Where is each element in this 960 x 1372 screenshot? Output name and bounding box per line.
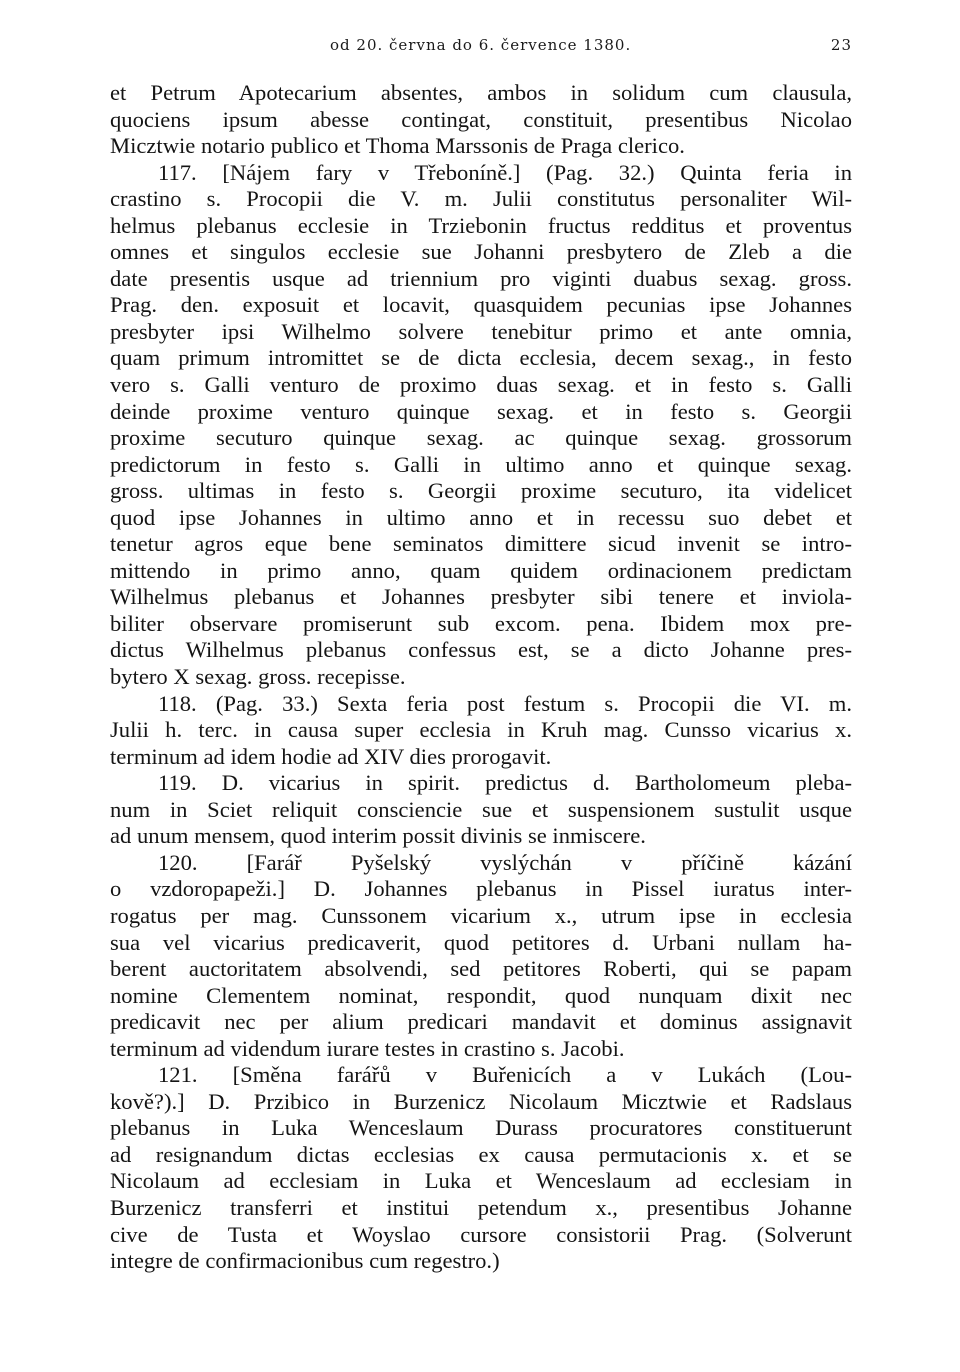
text-line: Burzenicz transferri et institui petendum x., presentibus Johanne (110, 1194, 852, 1220)
text-line: 117. [Nájem fary v Třeboníně.] (Pag. 32.) Quinta feria in (158, 159, 852, 185)
text-line: terminum ad idem hodie ad XIV dies prorogavit. (110, 743, 552, 769)
text-line: cive de Tusta et Woyslao cursore consistorii Prag. (Solverunt (110, 1221, 852, 1247)
text-line: sua vel vicarius predicaverit, quod petitores d. Urbani nullam ha- (110, 929, 852, 955)
text-line: terminum ad videndum iurare testes in crastino s. Jacobi. (110, 1035, 625, 1061)
text-line: dictus Wilhelmus plebanus confessus est, se a dicto Johanne pres- (110, 637, 852, 663)
text-line: num in Sciet reliquit consciencie sue et suspensionem sustulit usque (110, 796, 852, 822)
text-line: ad resignandum dictas ecclesias ex causa permutacionis x. et se (110, 1141, 852, 1167)
text-line: quam primum intromittet se de dicta ecclesia, decem sexag., in festo (110, 345, 852, 371)
text-line: crastino s. Procopii die V. m. Julii constitutus personaliter Wil- (110, 186, 852, 212)
running-head (110, 36, 852, 66)
body-text (110, 80, 852, 1275)
text-line: rogatus per mag. Cunssonem vicarium x., utrum ipse in ecclesia (110, 902, 852, 928)
text-line: presbyter ipsi Wilhelmo solvere tenebitur primo et ante omnia, (110, 318, 852, 344)
text-line: Wilhelmus plebanus et Johannes presbyter sibi tenere et inviola- (110, 584, 852, 610)
text-line: integre de confirmacionibus cum regestro.) (110, 1248, 500, 1274)
text-line: vero s. Galli venturo de proximo duas sexag. et in festo s. Galli (110, 372, 852, 398)
running-head-title: od 20. června do 6. července 1380. (330, 36, 632, 54)
text-line: 121. [Směna farářů v Buřenicích a v Lukách (Lou- (158, 1062, 852, 1088)
text-line: o vzdoropapeži.] D. Johannes plebanus in Pissel iuratus inter- (110, 876, 852, 902)
text-line: 120. [Farář Pyšelský vyslýchán v příčině kázání (158, 849, 852, 875)
text-line: mittendo in primo anno, quam quidem ordinacionem predictam (110, 557, 852, 583)
text-line: omnes et singulos ecclesie sue Johanni presbytero de Zleb a die (110, 239, 852, 265)
text-line: Julii h. terc. in causa super ecclesia in Kruh mag. Cunsso vicarius x. (110, 717, 852, 743)
text-line: Micztwie notario publico et Thoma Marssonis de Praga clerico. (110, 133, 685, 159)
text-line: helmus plebanus ecclesie in Trziebonin fructus redditus et proventus (110, 212, 852, 238)
text-line: predictorum in festo s. Galli in ultimo anno et quinque sexag. (110, 451, 852, 477)
text-line: quociens ipsum abesse contingat, constituit, presentibus Nicolao (110, 106, 852, 132)
text-line: nomine Clementem nominat, respondit, quod nunquam dixit nec (110, 982, 852, 1008)
text-line: 119. D. vicarius in spirit. predictus d. Bartholomeum pleba- (158, 770, 852, 796)
text-line: kově?).] D. Przibico in Burzenicz Nicolaum Micztwie et Radslaus (110, 1088, 852, 1114)
text-line: berent auctoritatem absolvendi, sed petitores Roberti, qui se papam (110, 956, 852, 982)
text-line: tenetur agros eque bene seminatos dimittere sicud invenit se intro- (110, 531, 852, 557)
text-line: Nicolaum ad ecclesiam in Luka et Wenceslaum ad ecclesiam in (110, 1168, 852, 1194)
text-line: proxime secuturo quinque sexag. ac quinque sexag. grossorum (110, 425, 852, 451)
text-line: predicavit nec per alium predicari mandavit et dominus assignavit (110, 1009, 852, 1035)
text-line: gross. ultimas in festo s. Georgii proxime secuturo, ita videlicet (110, 478, 852, 504)
text-line: biliter observare promiserunt sub excom. pena. Ibidem mox pre- (110, 610, 852, 636)
text-line: deinde proxime venturo quinque sexag. et in festo s. Georgii (110, 398, 852, 424)
text-line: quod ipse Johannes in ultimo anno et in recessu suo debet et (110, 504, 852, 530)
text-line: bytero X sexag. gross. recepisse. (110, 664, 406, 690)
text-line: plebanus in Luka Wenceslaum Durass procuratores constituerunt (110, 1115, 852, 1141)
text-line: 118. (Pag. 33.) Sexta feria post festum s. Procopii die VI. m. (158, 690, 852, 716)
text-line: ad unum mensem, quod interim possit divinis se inmiscere. (110, 823, 646, 849)
text-line: date presentis usque ad triennium pro viginti duabus sexag. gross. (110, 265, 852, 291)
page-number: 23 (830, 36, 852, 54)
text-line: et Petrum Apotecarium absentes, ambos in solidum cum clausula, (110, 80, 852, 105)
text-line: Prag. den. exposuit et locavit, quasquidem pecunias ipse Johannes (110, 292, 852, 318)
